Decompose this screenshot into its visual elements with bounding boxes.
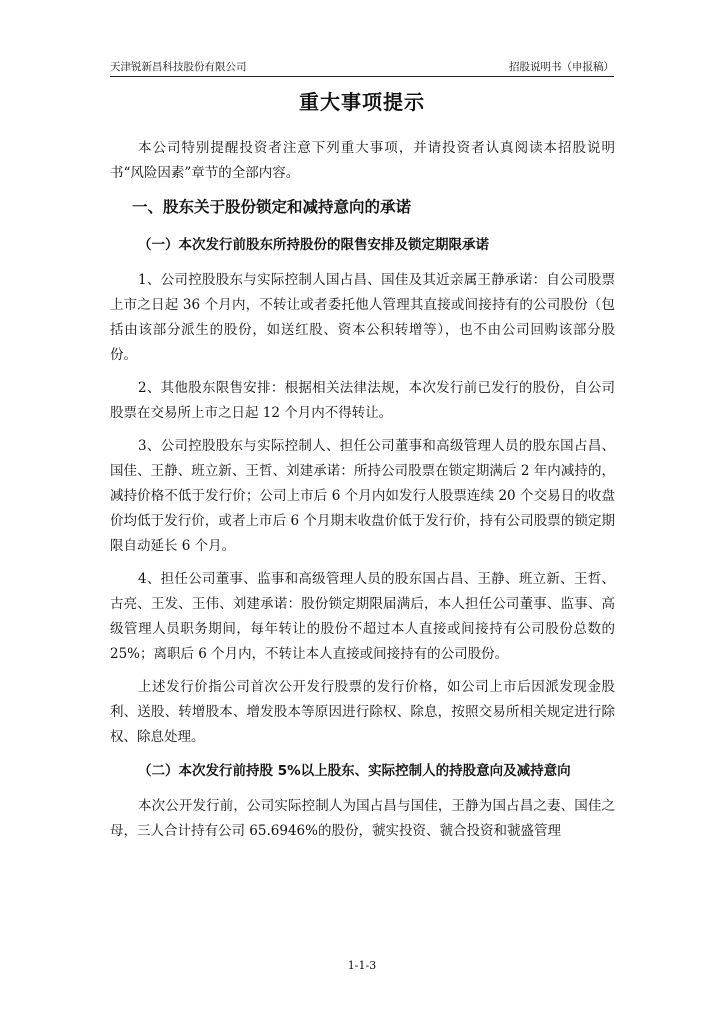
paragraph-item-2: 2、其他股东限售安排：根据相关法律法规，本次发行前已发行的股份，自公司股票在交易所上市之日起 12 个月内不得转让。: [110, 380, 615, 421]
paragraph-issue-price-note: 上述发行价指公司首次公开发行股票的发行价格，如公司上市后因派发现金股利、送股、转增股本、增发股本等原因进行除权、除息，按照交易所相关规定进行除权、除息处理。: [110, 679, 615, 745]
page-number: 1-1-3: [347, 959, 377, 972]
paragraph-item-1: 1、公司控股股东与实际控制人国占昌、国佳及其近亲属王静承诺：自公司股票上市之日起 36 个月内，不转让或者委托他人管理其直接或间接持有的公司股份（包括由该部分派生的股份，如送红股、资本公积转增等），也不由公司回购该部分股份。: [110, 272, 615, 363]
page-header: [110, 58, 614, 76]
subsection-heading-1: （一）本次发行前股东所持股份的限售安排及锁定期限承诺: [138, 237, 489, 253]
header-document-type: 招股说明书（申报稿）: [509, 61, 614, 73]
paragraph-item-4: 4、担任公司董事、监事和高级管理人员的股东国占昌、王静、班立新、王哲、古亮、王发、王伟、刘建承诺：股份锁定期限届满后，本人担任公司董事、监事、高级管理人员职务期间，每年转让的股份不超过本人直接或间接持有公司股份总数的 25%；离职后 6 个月内，不转让本人直接或间接持有的公司股份。: [110, 571, 615, 662]
section-heading-1: 一、股东关于股份锁定和减持意向的承诺: [132, 198, 412, 216]
intro-paragraph: 本公司特别提醒投资者注意下列重大事项，并请投资者认真阅读本招股说明书“风险因素”章节的全部内容。: [110, 140, 615, 181]
document-body: [110, 136, 615, 844]
header-divider: [110, 76, 614, 77]
header-company-name: 天津锐新昌科技股份有限公司: [110, 61, 247, 73]
page-title: 重大事项提示: [299, 90, 425, 114]
paragraph-item-3: 3、公司控股股东与实际控制人、担任公司董事和高级管理人员的股东国占昌、国佳、王静、班立新、王哲、刘建承诺：所持公司股票在锁定期满后 2 年内减持的，减持价格不低于发行价；公司上市后 6 个月内如发行人股票连续 20 个交易日的收盘价均低于发行价，或者上市后 6 个月期末收盘价低于发行价，持有公司股票的锁定期限自动延长 6 个月。: [110, 438, 615, 554]
paragraph-shareholding: 本次公开发行前，公司实际控制人为国占昌与国佳，王静为国占昌之妻、国佳之母，三人合计持有公司 65.6946%的股份，虢实投资、虢合投资和虢盛管理: [110, 798, 615, 839]
subsection-heading-2: （二）本次发行前持股 5%以上股东、实际控制人的持股意向及减持意向: [138, 763, 571, 779]
